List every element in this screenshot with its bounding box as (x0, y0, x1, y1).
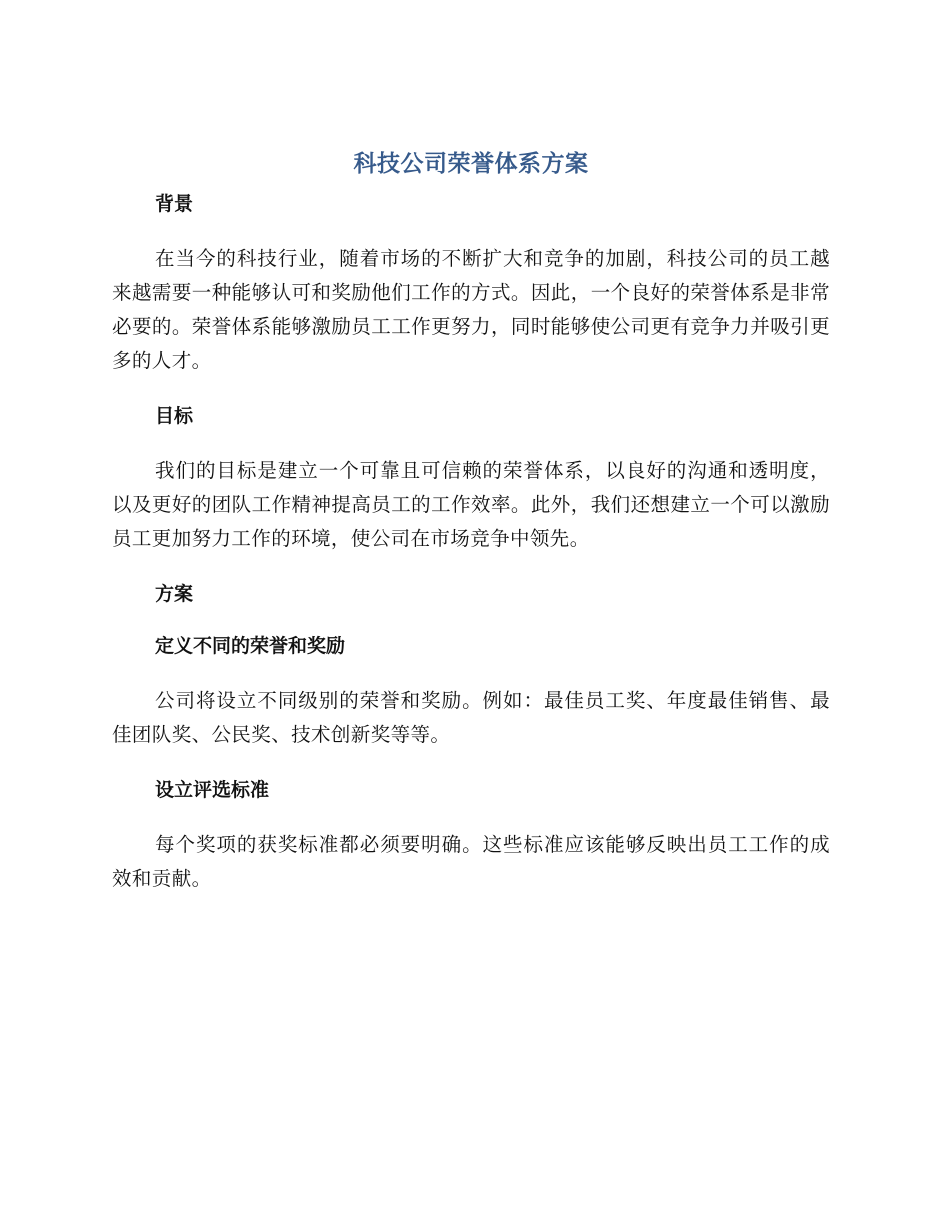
section-text-criteria: 每个奖项的获奖标准都必须要明确。这些标准应该能够反映出员工工作的成效和贡献。 (112, 833, 830, 890)
spacer (112, 660, 830, 684)
spacer (112, 608, 830, 632)
spacer (112, 430, 830, 454)
spacer (112, 556, 830, 580)
spacer (112, 378, 830, 402)
section-heading-goal: 目标 (155, 405, 194, 427)
section-text-define-awards: 公司将设立不同级别的荣誉和奖励。例如：最佳员工奖、年度最佳销售、最佳团队奖、公民奖、技术创新奖等等。 (112, 689, 830, 746)
document-body (112, 146, 830, 896)
document-title: 科技公司荣誉体系方案 (353, 151, 589, 177)
spacer (112, 804, 830, 828)
section-text-goal: 我们的目标是建立一个可靠且可信赖的荣誉体系，以良好的沟通和透明度，以及更好的团队工作精神提高员工的工作效率。此外，我们还想建立一个可以激励员工更加努力工作的环境，使公司在市场竞争中领先。 (112, 459, 830, 550)
spacer (112, 752, 830, 776)
spacer (112, 218, 830, 242)
section-heading-plan: 方案 (155, 583, 194, 605)
section-heading-background: 背景 (155, 193, 194, 215)
section-heading-criteria: 设立评选标准 (155, 779, 270, 801)
section-text-background: 在当今的科技行业，随着市场的不断扩大和竞争的加剧，科技公司的员工越来越需要一种能够认可和奖励他们工作的方式。因此，一个良好的荣誉体系是非常必要的。荣誉体系能够激励员工工作更努力，同时能够使公司更有竞争力并吸引更多的人才。 (112, 247, 830, 372)
section-heading-define-awards: 定义不同的荣誉和奖励 (155, 635, 346, 657)
